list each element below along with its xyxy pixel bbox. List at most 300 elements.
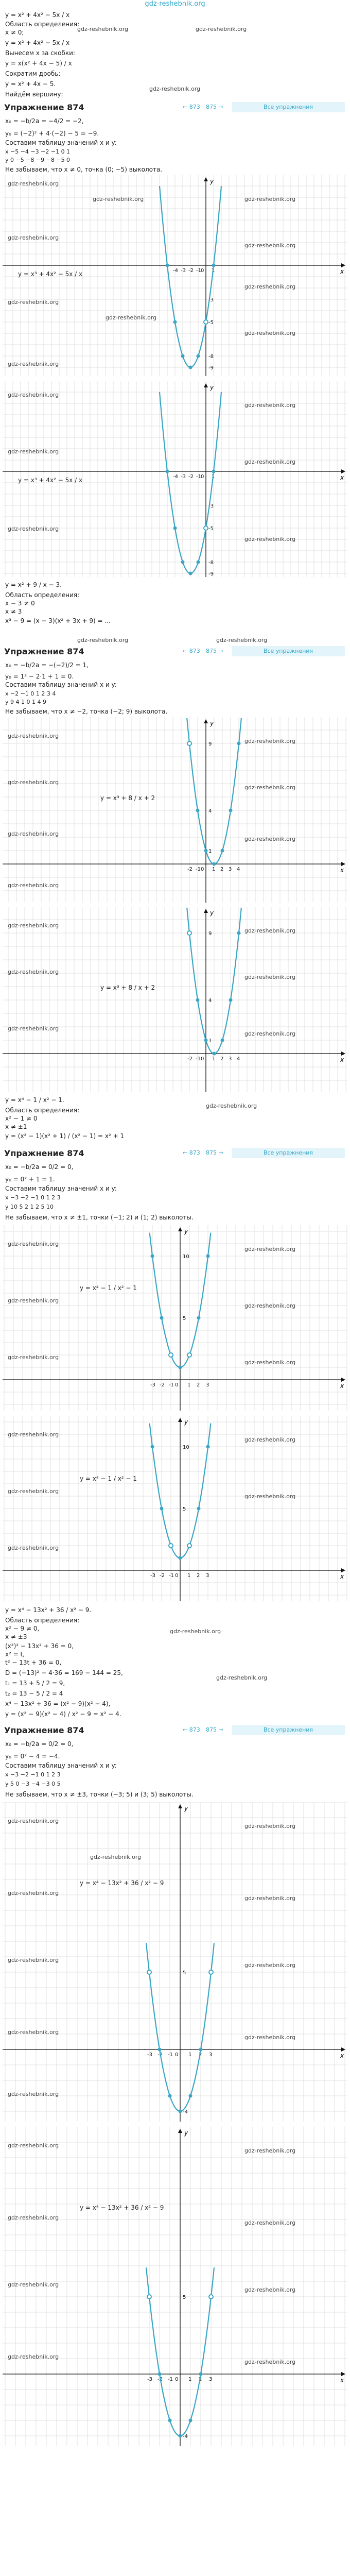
y-tick-label: -3: [208, 503, 214, 509]
watermark: gdz-reshebnik.org: [8, 2029, 59, 2036]
text: Не забываем, что x ≠ ±1, точки (−1; 2) и (1; 2) выколоты.: [5, 1214, 194, 1221]
formula: (x²)² − 13x² + 36 = 0,: [5, 1642, 74, 1650]
y-tick-label: -9: [208, 365, 214, 371]
text: Область определения:: [5, 591, 80, 599]
graph-parabola-4: [3, 1802, 347, 2122]
watermark: gdz-reshebnik.org: [244, 330, 296, 336]
watermark: gdz-reshebnik.org: [149, 86, 201, 92]
exercise-title: Упражнение 874: [4, 103, 84, 112]
table-row-y: y 10 5 2 1 2 5 10: [5, 1204, 54, 1210]
watermark: gdz-reshebnik.org: [216, 1674, 268, 1681]
y-axis-label: y: [210, 720, 214, 727]
formula: x² − 9 ≠ 0,: [5, 1625, 40, 1632]
data-point: [197, 561, 200, 564]
formula: y = x(x² + 4x − 5) / x: [5, 60, 72, 67]
x-tick-label: 3: [209, 2052, 213, 2058]
x-tick-label: 1: [212, 867, 216, 872]
y-tick-label: 10: [183, 1445, 189, 1450]
watermark: gdz-reshebnik.org: [8, 1890, 59, 1896]
text: Не забываем, что x ≠ ±3, точки (−3; 5) и (3; 5) выколоты.: [5, 1791, 194, 1798]
exercise-title: Упражнение 874: [4, 647, 84, 656]
y-tick-label: -4: [183, 2109, 188, 2115]
x-tick-label: -2: [187, 867, 192, 872]
x-tick-label: -1: [169, 1573, 174, 1579]
x-tick-label: 2: [197, 1382, 200, 1388]
exercise-header: [0, 101, 350, 114]
x-axis-label: x: [340, 1056, 344, 1063]
x-axis-arrow: [341, 1568, 345, 1572]
graph-parabola-2b: [3, 907, 347, 1092]
data-point: [179, 2434, 182, 2438]
graph-formula: y = x⁴ − 13x² + 36 / x² − 9: [80, 1879, 164, 1887]
formula: x² − 1 ≠ 0: [5, 1115, 38, 1122]
watermark: gdz-reshebnik.org: [8, 1431, 59, 1438]
data-point: [168, 2419, 172, 2422]
formula: x − 3 ≠ 0: [5, 600, 35, 607]
y-tick-label: -5: [208, 320, 214, 326]
text: Область определения:: [5, 1107, 80, 1114]
x-tick-label: -3: [150, 1573, 155, 1579]
formula: y = x⁴ − 13x² + 36 / x² − 9.: [5, 1606, 92, 1614]
formula: y = x⁴ − 1 / x² − 1.: [5, 1096, 64, 1104]
origin-label: 0: [201, 1056, 204, 1062]
watermark: gdz-reshebnik.org: [244, 196, 296, 202]
y-axis-label: y: [184, 1805, 188, 1812]
x-axis-label: x: [340, 1382, 344, 1389]
y-tick-label: -8: [208, 560, 214, 566]
x-tick-label: -2: [160, 1573, 165, 1579]
origin-label: 0: [175, 2052, 179, 2058]
x-tick-label: 1: [212, 1056, 216, 1062]
watermark: gdz-reshebnik.org: [244, 1302, 296, 1309]
x-tick-label: 2: [199, 2052, 202, 2058]
excluded-point: [209, 1970, 213, 1974]
text: Сократим дробь:: [5, 70, 61, 77]
formula: y = x² + 9 / x − 3.: [5, 581, 62, 588]
watermark: gdz-reshebnik.org: [244, 927, 296, 934]
data-point: [158, 2372, 162, 2376]
watermark: gdz-reshebnik.org: [244, 738, 296, 744]
watermark: gdz-reshebnik.org: [8, 392, 59, 398]
table-row-x: x −3 −2 −1 0 1 2 3: [5, 1194, 61, 1201]
table-row-y: y 5 0 −3 −4 −3 0 5: [5, 1781, 61, 1787]
origin-label: 0: [201, 474, 204, 480]
x-axis-label: x: [340, 2052, 344, 2059]
x-tick-label: 3: [209, 2377, 213, 2382]
y-axis-arrow: [178, 1418, 182, 1422]
data-point: [168, 2094, 172, 2098]
y-tick-label: 4: [208, 808, 212, 814]
graph-formula: y = x⁴ − 13x² + 36 / x² − 9: [80, 2204, 164, 2211]
watermark: gdz-reshebnik.org: [244, 1823, 296, 1829]
all-exercises-button[interactable]: Все упражнения: [232, 1725, 345, 1735]
next-link[interactable]: 875 →: [206, 1726, 223, 1733]
data-point: [160, 1507, 164, 1511]
watermark: gdz-reshebnik.org: [8, 1354, 59, 1361]
watermark: gdz-reshebnik.org: [8, 2091, 59, 2097]
graph-formula: y = x⁴ − 1 / x² − 1: [80, 1284, 137, 1292]
y-axis-arrow: [204, 177, 208, 181]
x-tick-label: 2: [199, 2377, 202, 2382]
graph-parabola-3b: [3, 1416, 347, 1601]
graph-svg: [3, 1225, 347, 1411]
all-exercises-button[interactable]: Все упражнения: [232, 1148, 345, 1158]
origin-label: 0: [175, 1382, 179, 1388]
x-tick-label: 2: [197, 1573, 200, 1579]
y-axis-arrow: [178, 2129, 182, 2133]
x-axis-arrow: [341, 1052, 345, 1056]
formula: y = (x² − 1)(x² + 1) / (x² − 1) = x² + 1: [5, 1132, 125, 1140]
x-axis-label: x: [340, 2377, 344, 2384]
formula: x₀ = −b/2a = −4/2 = −2,: [5, 117, 84, 125]
watermark: gdz-reshebnik.org: [244, 2034, 296, 2041]
watermark: gdz-reshebnik.org: [244, 459, 296, 465]
excluded-point: [187, 931, 191, 935]
x-tick-label: 1: [212, 268, 215, 274]
text: Составим таблицу значений x и y:: [5, 1185, 117, 1192]
x-tick-label: 1: [187, 1573, 191, 1579]
text: Область определения:: [5, 21, 80, 28]
formula: D = (−13)² − 4·36 = 169 − 144 = 25,: [5, 1669, 123, 1676]
y-tick-label: 9: [208, 741, 212, 747]
formula: y = x² + 4x − 5.: [5, 80, 56, 88]
graph-parabola-1: [3, 175, 347, 376]
y-axis-label: y: [210, 909, 214, 917]
watermark: gdz-reshebnik.org: [196, 26, 247, 32]
data-point: [213, 862, 216, 866]
watermark: gdz-reshebnik.org: [8, 969, 59, 975]
prev-link[interactable]: ← 873: [183, 104, 200, 110]
data-point: [158, 2048, 162, 2052]
data-point: [204, 849, 208, 853]
watermark: gdz-reshebnik.org: [106, 314, 157, 321]
graph-parabola-4b: [3, 2127, 347, 2446]
watermark: gdz-reshebnik.org: [244, 2359, 296, 2365]
watermark: gdz-reshebnik.org: [8, 1818, 59, 1824]
watermark: gdz-reshebnik.org: [8, 1025, 59, 1032]
watermark: gdz-reshebnik.org: [8, 779, 59, 786]
y-axis-label: y: [210, 178, 214, 185]
text: Найдём вершину:: [5, 91, 63, 98]
y-tick-label: -5: [208, 526, 214, 532]
origin-label: 0: [201, 268, 204, 274]
x-tick-label: 1: [188, 2377, 192, 2382]
formula: y = x² + 4x² − 5x / x: [5, 39, 70, 46]
watermark: gdz-reshebnik.org: [8, 882, 59, 889]
formula: y₀ = 0² − 4 = −4.: [5, 1753, 60, 1760]
watermark: gdz-reshebnik.org: [8, 2353, 59, 2360]
excluded-point: [204, 320, 208, 324]
data-point: [199, 2048, 203, 2052]
formula: x₀ = −b/2a = −(−2)/2 = 1,: [5, 662, 89, 669]
watermark: gdz-reshebnik.org: [8, 2281, 59, 2288]
x-tick-label: -1: [196, 268, 201, 274]
watermark: gdz-reshebnik.org: [244, 1493, 296, 1500]
data-point: [197, 354, 200, 358]
x-tick-label: -2: [188, 474, 194, 480]
x-axis-label: x: [340, 1573, 344, 1580]
watermark: gdz-reshebnik.org: [8, 234, 59, 241]
data-point: [197, 1507, 201, 1511]
data-point: [206, 1255, 210, 1258]
data-point: [151, 1255, 154, 1258]
data-point: [173, 527, 177, 530]
y-axis-label: y: [184, 2129, 188, 2137]
formula: x⁴ − 13x² + 36 = (x² − 9)(x² − 4),: [5, 1700, 111, 1707]
x-tick-label: -1: [169, 1382, 174, 1388]
excluded-point: [147, 1970, 151, 1974]
data-point: [181, 561, 185, 564]
data-point: [189, 572, 192, 575]
y-axis-arrow: [178, 1804, 182, 1808]
watermark: gdz-reshebnik.org: [8, 299, 59, 306]
x-tick-label: 4: [237, 1056, 240, 1062]
prev-link[interactable]: ← 873: [183, 1726, 200, 1733]
watermark: gdz-reshebnik.org: [206, 1103, 257, 1109]
x-tick-label: -2: [187, 1056, 192, 1062]
formula: x ≠ 0;: [5, 29, 24, 36]
x-tick-label: -1: [196, 867, 201, 872]
y-axis-arrow: [204, 719, 208, 723]
data-point: [237, 742, 241, 745]
data-point: [206, 1445, 210, 1449]
prev-link[interactable]: ← 873: [183, 648, 200, 654]
formula: x₀ = −b/2a = 0/2 = 0,: [5, 1740, 74, 1748]
all-exercises-button[interactable]: Все упражнения: [232, 102, 345, 112]
x-tick-label: -2: [157, 2377, 163, 2382]
watermark: gdz-reshebnik.org: [8, 2214, 59, 2221]
x-tick-label: -4: [173, 268, 178, 274]
y-tick-label: -4: [183, 2434, 188, 2439]
x-axis-label: x: [340, 474, 344, 481]
formula: x ≠ ±1: [5, 1123, 27, 1130]
data-point: [181, 354, 185, 358]
y-axis-arrow: [178, 1227, 182, 1231]
x-axis-arrow: [341, 862, 345, 866]
x-tick-label: 1: [188, 2052, 192, 2058]
formula: x³ − 9 = (x − 3)(x² + 3x + 9) = ...: [5, 617, 111, 624]
y-tick-label: 5: [183, 1970, 186, 1976]
graph-svg: [3, 717, 347, 903]
x-tick-label: -3: [147, 2052, 152, 2058]
exercise-title: Упражнение 874: [4, 1725, 84, 1735]
text: Не забываем, что x ≠ −2, точка (−2; 9) выколота.: [5, 708, 168, 715]
x-axis-label: x: [340, 268, 344, 275]
formula: y₀ = 1² − 2·1 + 1 = 0.: [5, 673, 74, 680]
graph-svg: [3, 907, 347, 1092]
y-tick-label: -9: [208, 571, 214, 577]
data-point: [204, 1039, 208, 1042]
data-point: [151, 1445, 154, 1449]
data-point: [199, 2372, 203, 2376]
watermark: gdz-reshebnik.org: [8, 1241, 59, 1247]
watermark: gdz-reshebnik.org: [244, 836, 296, 842]
watermark: gdz-reshebnik.org: [244, 1962, 296, 1969]
y-axis-label: y: [184, 1418, 188, 1426]
table-row-x: x −2 −1 0 1 2 3 4: [5, 690, 56, 697]
graph-formula: y = x³ + 4x² − 5x / x: [18, 477, 83, 484]
formula: y₀ = 0² + 1 = 1.: [5, 1176, 55, 1183]
x-tick-label: 1: [187, 1382, 191, 1388]
x-tick-label: -3: [181, 474, 186, 480]
x-tick-label: -1: [168, 2377, 173, 2382]
table-row-y: y 0 −5 −8 −9 −8 −5 0: [5, 157, 71, 163]
origin-label: 0: [175, 2377, 179, 2382]
graph-formula: y = x³ + 8 / x + 2: [100, 794, 155, 802]
watermark: gdz-reshebnik.org: [8, 733, 59, 739]
watermark: gdz-reshebnik.org: [8, 1488, 59, 1495]
exercise-title: Упражнение 874: [4, 1148, 84, 1158]
graph-svg: [3, 1416, 347, 1601]
watermark: gdz-reshebnik.org: [244, 283, 296, 290]
y-tick-label: 9: [208, 931, 212, 937]
x-tick-label: -3: [147, 2377, 152, 2382]
excluded-point: [169, 1353, 173, 1357]
site-link[interactable]: gdz-reshebnik.org: [145, 0, 205, 8]
x-axis-arrow: [341, 1378, 345, 1382]
watermark: gdz-reshebnik.org: [8, 1957, 59, 1963]
text: Составим таблицу значений x и y:: [5, 681, 117, 688]
graph-formula: y = x³ + 8 / x + 2: [100, 984, 155, 991]
y-tick-label: 5: [183, 2295, 186, 2300]
watermark: gdz-reshebnik.org: [8, 831, 59, 837]
formula: y₀ = (−2)² + 4·(−2) − 5 = −9.: [5, 130, 99, 137]
origin-label: 0: [201, 867, 204, 872]
watermark: gdz-reshebnik.org: [8, 1545, 59, 1551]
formula: x ≠ 3: [5, 608, 22, 615]
watermark: gdz-reshebnik.org: [8, 1297, 59, 1304]
x-tick-label: 3: [229, 867, 232, 872]
watermark: gdz-reshebnik.org: [244, 242, 296, 249]
x-tick-label: 4: [237, 867, 240, 872]
formula: t₁ = 13 + 5 / 2 = 9,: [5, 1680, 65, 1687]
watermark: gdz-reshebnik.org: [8, 922, 59, 929]
watermark: gdz-reshebnik.org: [8, 180, 59, 187]
data-point: [189, 366, 192, 369]
watermark: gdz-reshebnik.org: [90, 1854, 142, 1860]
data-point: [196, 998, 200, 1002]
data-point: [196, 809, 200, 812]
formula: y = (x² − 9)(x² − 4) / x² − 9 = x² − 4.: [5, 1710, 121, 1718]
data-point: [179, 2110, 182, 2113]
watermark: gdz-reshebnik.org: [244, 2147, 296, 2154]
prev-link[interactable]: ← 873: [183, 1149, 200, 1156]
watermark: gdz-reshebnik.org: [8, 526, 59, 532]
data-point: [160, 1316, 164, 1320]
data-point: [221, 1039, 224, 1042]
watermark: gdz-reshebnik.org: [170, 1628, 221, 1635]
next-link[interactable]: 875 →: [206, 104, 223, 110]
y-axis-arrow: [204, 383, 208, 387]
x-tick-label: -2: [160, 1382, 165, 1388]
y-tick-label: 10: [183, 1254, 189, 1260]
data-point: [229, 998, 233, 1002]
y-tick-label: 1: [208, 849, 212, 854]
y-tick-label: 5: [183, 1316, 186, 1321]
watermark: gdz-reshebnik.org: [244, 974, 296, 980]
y-tick-label: 5: [183, 1506, 186, 1512]
formula: t₂ = 13 − 5 / 2 = 4: [5, 1690, 63, 1697]
data-point: [229, 809, 233, 812]
exercise-header: [0, 645, 350, 658]
x-tick-label: 3: [206, 1382, 209, 1388]
x-tick-label: -4: [173, 474, 178, 480]
data-point: [173, 320, 177, 324]
excluded-point: [204, 526, 208, 530]
graph-parabola-2: [3, 717, 347, 903]
y-axis-label: y: [210, 384, 214, 391]
watermark: gdz-reshebnik.org: [244, 536, 296, 543]
x-tick-label: -1: [196, 1056, 201, 1062]
excluded-point: [187, 1544, 191, 1548]
table-row-y: y 9 4 1 0 1 4 9: [5, 699, 46, 705]
data-point: [221, 849, 224, 853]
data-point: [212, 470, 216, 473]
text: Составим таблицу значений x и y:: [5, 139, 117, 146]
x-tick-label: -2: [188, 268, 194, 274]
origin-label: 0: [175, 1573, 179, 1579]
x-tick-label: 2: [220, 1056, 224, 1062]
x-tick-label: -1: [196, 474, 201, 480]
watermark: gdz-reshebnik.org: [8, 448, 59, 455]
data-point: [189, 2419, 192, 2422]
watermark: gdz-reshebnik.org: [244, 2286, 296, 2293]
data-point: [179, 1366, 182, 1369]
all-exercises-button[interactable]: Все упражнения: [232, 646, 345, 656]
y-axis-arrow: [204, 909, 208, 913]
excluded-point: [187, 1353, 191, 1357]
text: Не забываем, что x ≠ 0, точка (0; −5) выколота.: [5, 166, 163, 173]
watermark: gdz-reshebnik.org: [8, 361, 59, 367]
text: Вынесем x за скобки:: [5, 49, 75, 57]
y-tick-label: -3: [208, 297, 214, 303]
data-point: [237, 931, 241, 935]
formula: t² − 13t + 36 = 0,: [5, 1659, 62, 1666]
x-tick-label: -3: [181, 268, 186, 274]
exercise-header: [0, 1147, 350, 1160]
graph-formula: y = x³ + 4x² − 5x / x: [18, 270, 83, 278]
excluded-point: [187, 741, 191, 745]
x-tick-label: -1: [168, 2052, 173, 2058]
x-tick-label: 1: [212, 474, 215, 480]
text: Составим таблицу значений x и y:: [5, 1762, 117, 1769]
data-point: [212, 264, 216, 267]
formula: x² = t,: [5, 1651, 25, 1658]
next-link[interactable]: 875 →: [206, 1149, 223, 1156]
data-point: [189, 2094, 192, 2098]
x-tick-label: -2: [157, 2052, 163, 2058]
graph-parabola-1b: [3, 381, 347, 577]
x-axis-label: x: [340, 867, 344, 874]
x-tick-label: 3: [206, 1573, 209, 1579]
watermark: gdz-reshebnik.org: [244, 1895, 296, 1902]
data-point: [166, 470, 169, 473]
table-row-x: x −5 −4 −3 −2 −1 0 1: [5, 148, 71, 155]
watermark: gdz-reshebnik.org: [244, 1359, 296, 1366]
y-tick-label: -8: [208, 354, 214, 360]
graph-parabola-3: [3, 1225, 347, 1411]
watermark: gdz-reshebnik.org: [244, 784, 296, 791]
data-point: [166, 264, 169, 267]
watermark: gdz-reshebnik.org: [93, 196, 144, 202]
text: Область определения:: [5, 1617, 80, 1624]
formula: x₀ = −b/2a = 0/2 = 0,: [5, 1163, 74, 1171]
exercise-header: [0, 1724, 350, 1737]
formula: y = x² + 4x² − 5x / x: [5, 11, 70, 19]
watermark: gdz-reshebnik.org: [216, 637, 268, 643]
next-link[interactable]: 875 →: [206, 648, 223, 654]
excluded-point: [147, 2295, 151, 2299]
